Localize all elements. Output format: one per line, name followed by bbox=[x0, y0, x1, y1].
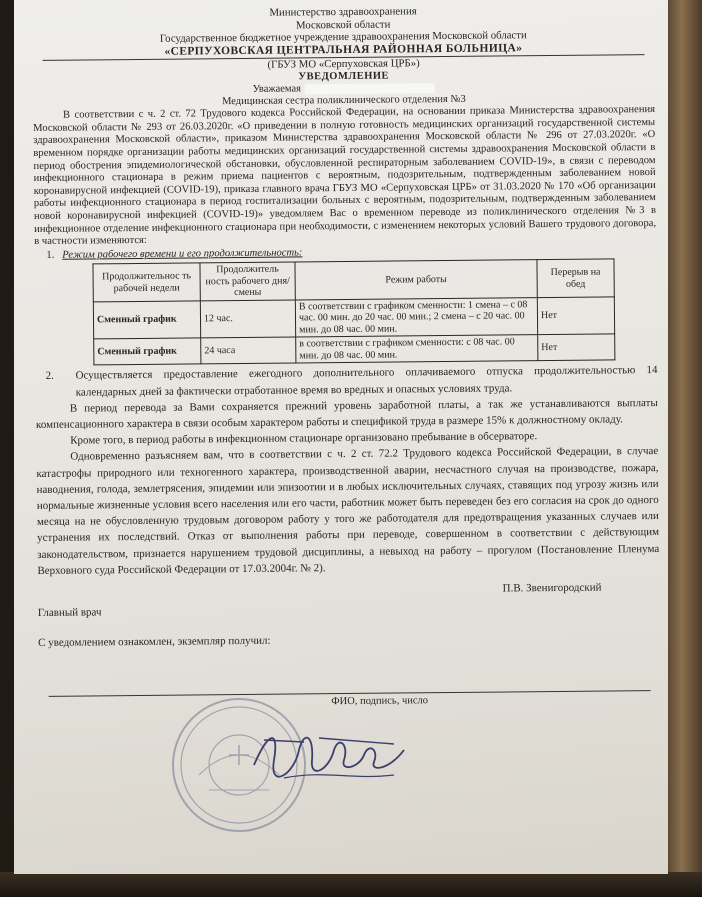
law-paragraph: Одновременно разъясняем вам, что в соответствии с ч. 2 ст. 72.2 Трудового кодекса Российской Федерации, в случае катастрофы природного или техногенного характера, производственной аварии, несчастного случая на производстве, пожара, наводнения, голода, землетрясения, эпидемии или эпизоотии и в любых исключительных случаях, ставящих под угрозу жизнь или нормальные жизненные условия всего населения или его части, работник может быть переведен без его согласия на срок до одного месяца на не обусловленную трудовым договором работу у того же работодателя для предотвращения указанных случаев или устранения их последствий. Отказ от выполнения работы при переводе, совершенном в соответствии с действующим законодательством, признается нарушением трудовой дисциплины, а невыход на работу – прогулом (Постановление Пленума Верховного суда Российской Федерации от 17.03.2004г. № 2). bbox=[36, 445, 660, 577]
section-1-number: 1. bbox=[46, 249, 55, 261]
region: Московской области bbox=[295, 18, 391, 31]
section-2-text: Осуществляется предоставление ежегодного дополнительного оплачиваемого отпуска продолжительностью 14 календарных дней за фактически отработанное время во вредных и опасных условиях труда. bbox=[75, 364, 658, 399]
schedule-table bbox=[92, 259, 615, 366]
cell-break: Нет bbox=[538, 334, 615, 361]
col-header-week: Продолжительнос ть рабочей недели bbox=[93, 263, 200, 302]
salary-paragraph: В период перевода за Вами сохраняется прежний уровень заработной платы, а так же устанавливаются выплаты компенсационного характера в связи особым характером работы и спецификой труда в размере 15% к должностному окладу. bbox=[35, 396, 658, 431]
cell-schedule: Сменный график bbox=[93, 301, 200, 340]
section-2 bbox=[35, 362, 657, 400]
col-header-mode: Режим работы bbox=[295, 260, 537, 300]
background-bottom bbox=[0, 872, 702, 897]
document-title: УВЕДОМЛЕНИЕ bbox=[298, 70, 390, 82]
cell-break: Нет bbox=[537, 297, 614, 335]
intro-paragraph: В соответствии с ч. 2 ст. 72 Трудового кодекса Российской Федерации, на основании приказа Министерства здравоохранения Московской области № 293 от 26.03.2020г. «О приведении в полную готовность медицинских организаций государственной системы здравоохранения Московской области», приказом Министерства здравоохранения Московской области № 296 от 27.03.2020г. «О временном порядке организации работы медицинских организаций государственной системы здравоохранения Московской области в период обострения эпидемиологической обстановки, обусловленной респираторным заболеванием COVID-19», в связи с переводом инфекционного стационара в режим приема пациентов с вероятным, подозрительным, подтвержденным заболеванием новой коронавирусной инфекцией (COVID-19), приказа главного врача ГБУЗ МО «Серпуховская ЦРБ» от 31.03.2020 № 170 «Об организации работы инфекционного стационара в период госпитализации больных с вероятным, подозрительным, подтвержденным заболеванием новой коронавирусной инфекцией (COVID-19)» уведомляем Вас о временном переводе из поликлинического отделения №3 в инфекционное отделение инфекционного стационара при необходимости, с изменением некоторых условий Вашего трудового договора, в частности изменяются: bbox=[33, 104, 657, 248]
salutation: Уважаемая bbox=[252, 83, 302, 95]
cell-hours: 24 часа bbox=[201, 337, 296, 364]
section-1-title: Режим рабочего времени и его продолжительность: bbox=[62, 247, 303, 261]
signature-icon bbox=[244, 720, 414, 790]
document-page bbox=[14, 0, 668, 874]
cell-mode: в соответствии с графиком сменности: с 08 час. 00 мин. до 08 час. 00 мин. bbox=[296, 335, 538, 363]
institution: Государственное бюджетное учреждение здравоохранения Московской области bbox=[159, 29, 527, 45]
redacted-name bbox=[305, 83, 435, 94]
signer-name: П.В. Звенигородский bbox=[502, 581, 602, 595]
observatory-paragraph: Кроме того, в период работы в инфекционном стационаре организовано пребывание в обсерваторе. bbox=[70, 430, 538, 447]
cell-schedule: Сменный график bbox=[94, 338, 201, 365]
col-header-break: Перерыв на обед bbox=[537, 259, 614, 297]
ministry: Министерство здравоохранения bbox=[269, 5, 417, 19]
background-wood-right bbox=[668, 0, 702, 897]
hospital-short-name: (ГБУЗ МО «Серпуховская ЦРБ») bbox=[267, 57, 420, 71]
hospital-name: «СЕРПУХОВСКАЯ ЦЕНТРАЛЬНАЯ РАЙОННАЯ БОЛЬНИЦА» bbox=[42, 41, 644, 61]
acknowledgement: С уведомлением ознакомлен, экземпляр получил: bbox=[38, 634, 271, 649]
section-2-number: 2. bbox=[45, 370, 54, 383]
table-row bbox=[93, 297, 614, 339]
body-text bbox=[35, 362, 659, 579]
table-row bbox=[94, 334, 615, 365]
letterhead bbox=[32, 3, 655, 86]
col-header-shift-length: Продолжитель ность рабочего дня/смены bbox=[200, 262, 295, 300]
signer-title: Главный врач bbox=[37, 606, 102, 619]
document-content bbox=[32, 3, 661, 711]
cell-mode: В соответствии с графиком сменности: 1 смена – с 08 час. 00 мин. до 20 час. 00 мин.; 2 смена – с 20 час. 00 мин. до 08 час. 00 мин. bbox=[295, 297, 537, 337]
addressee-position: Медицинская сестра поликлинического отделения №3 bbox=[221, 93, 466, 107]
table-header-row bbox=[93, 259, 614, 301]
footer-caption: ФИО, подпись, число bbox=[331, 694, 429, 707]
signature-row bbox=[38, 579, 660, 625]
cell-hours: 12 час. bbox=[200, 300, 295, 338]
